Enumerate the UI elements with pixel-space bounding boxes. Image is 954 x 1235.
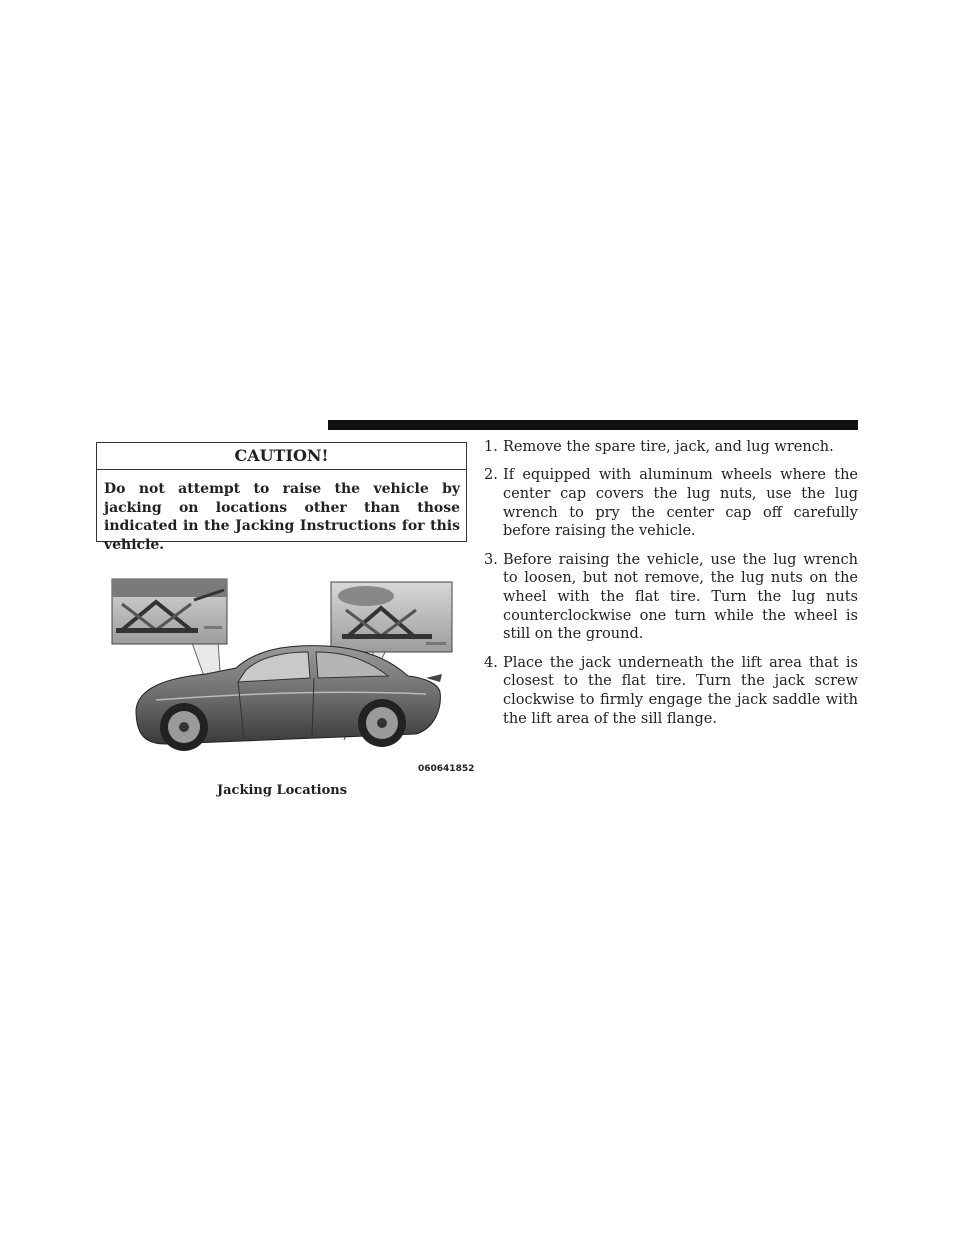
figure-caption: Jacking Locations [216,783,348,798]
list-item [484,654,858,729]
step-text: If equipped with aluminum wheels where the center cap covers the lug nuts, use the lug wrench to pry the center cap off carefully before raising the vehicle. [503,467,858,540]
list-item [484,551,858,645]
step-number: 2. [484,467,498,484]
caution-text: Do not attempt to raise the vehicle by jacking on locations other than those indicated in the Jacking Instructions for this vehicle. [104,481,460,553]
caution-title: CAUTION! [97,443,466,470]
step-number: 1. [484,439,498,455]
caution-box [96,442,467,553]
rear-jack-inset [331,582,452,652]
step-text: Place the jack underneath the lift area that is closest to the flat tire. Turn the jack screw clockwise to firmly engage the jack saddle with the lift area of the sill flange. [503,654,858,727]
jacking-locations-illustration [96,560,468,780]
section-header-bar [328,420,858,430]
front-jack-inset [112,579,227,644]
figure-code: 060641852 [418,764,475,774]
list-item [484,466,858,541]
list-item [484,438,858,457]
step-number: 4. [484,654,498,671]
step-text: Before raising the vehicle, use the lug wrench to loosen, but not remove, the lug nuts on the wheel with the flat tire. Turn the lug nuts counterclockwise one turn while the wheel is still on the ground. [503,551,858,643]
car-side-view [136,646,442,751]
step-number: 3. [484,551,498,568]
car-jack-illustration [96,560,468,780]
jacking-steps-list [484,438,858,738]
step-text: Remove the spare tire, jack, and lug wrench. [503,439,834,455]
